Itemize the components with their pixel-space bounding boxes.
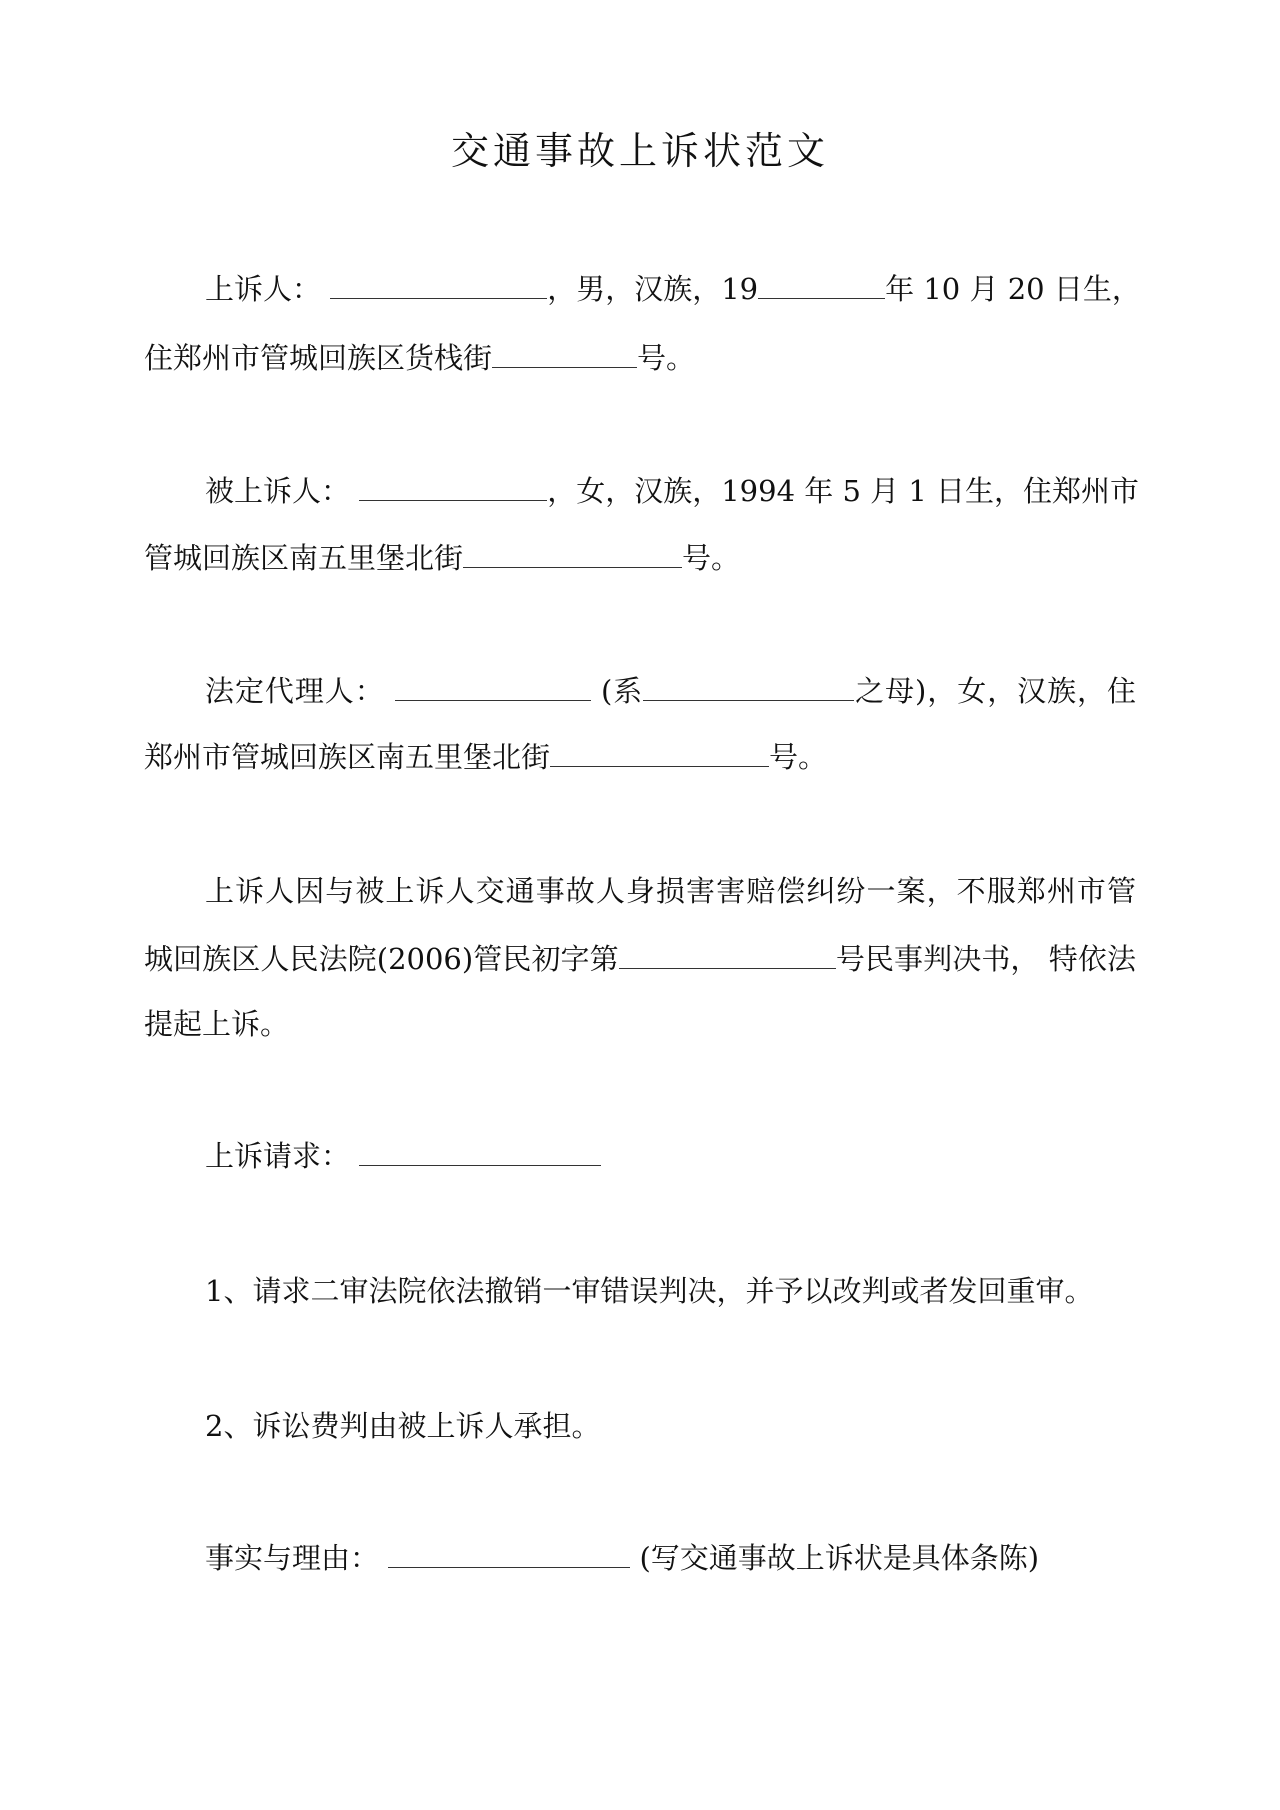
- facts-blank: [388, 1537, 630, 1568]
- requests-blank: [359, 1135, 601, 1166]
- guardian-relation-open: (系: [601, 674, 644, 708]
- appellee-line-2: [144, 537, 1136, 578]
- guardian-line-2: [144, 736, 1136, 777]
- appellant-label: 上诉人：: [205, 272, 322, 306]
- facts-heading: 事实与理由：: [205, 1541, 380, 1575]
- appellee-line-1: [205, 470, 1140, 511]
- guardian-name-blank: [395, 670, 591, 701]
- appellant-birthdate: 年 10 月 20 日生，: [885, 272, 1141, 306]
- case-line-1: 上诉人因与被上诉人交通事故人身损害害赔偿纠纷一案，不服郑州市管: [205, 874, 1136, 908]
- appellant-name-blank: [330, 268, 547, 299]
- requests-heading-line: [205, 1135, 1136, 1176]
- appellee-info: ，女，汉族，1994 年 5 月 1 日生，住郑州市: [547, 474, 1140, 508]
- appellee-address-end: 号。: [682, 541, 741, 575]
- guardian-label: 法定代理人：: [205, 674, 385, 708]
- birth-year-blank: [758, 268, 885, 299]
- case-line-2: [144, 938, 1136, 979]
- facts-note: (写交通事故上诉状是具体条陈): [639, 1541, 1040, 1575]
- appellant-address-end: 号。: [637, 341, 696, 375]
- appellee-label: 被上诉人：: [205, 474, 351, 508]
- court-reference: 城回族区人民法院(2006)管民初字第: [144, 942, 619, 976]
- appellant-info: ，男，汉族，19: [547, 272, 759, 306]
- document-title: 交通事故上诉状范文: [450, 129, 829, 173]
- case-number-blank: [619, 938, 836, 969]
- request-item-2: 2、诉讼费判由被上诉人承担。: [205, 1409, 601, 1443]
- appellant-line-1: [205, 268, 1141, 309]
- appellant-house-blank: [492, 337, 637, 368]
- guardian-relation-blank: [643, 670, 854, 701]
- requests-heading: 上诉请求：: [205, 1139, 351, 1173]
- case-line-3: 提起上诉。: [144, 1007, 290, 1041]
- appellee-house-blank: [463, 537, 682, 568]
- appellant-address: 住郑州市管城回族区货栈街: [144, 341, 493, 375]
- request-item-1: 1、请求二审法院依法撤销一审错误判决，并予以改判或者发回重审。: [205, 1274, 1094, 1308]
- guardian-address: 郑州市管城回族区南五里堡北街: [144, 740, 551, 774]
- appellee-name-blank: [359, 470, 547, 501]
- facts-line: [205, 1537, 1136, 1578]
- judgment-text: 号民事判决书， 特依法: [835, 942, 1136, 976]
- guardian-house-blank: [550, 736, 769, 767]
- appellee-address: 管城回族区南五里堡北街: [144, 541, 464, 575]
- guardian-address-end: 号。: [769, 740, 828, 774]
- appellant-line-2: [144, 337, 1136, 378]
- guardian-line-1: [205, 670, 1136, 711]
- guardian-info: 之母)，女，汉族，住: [854, 674, 1136, 708]
